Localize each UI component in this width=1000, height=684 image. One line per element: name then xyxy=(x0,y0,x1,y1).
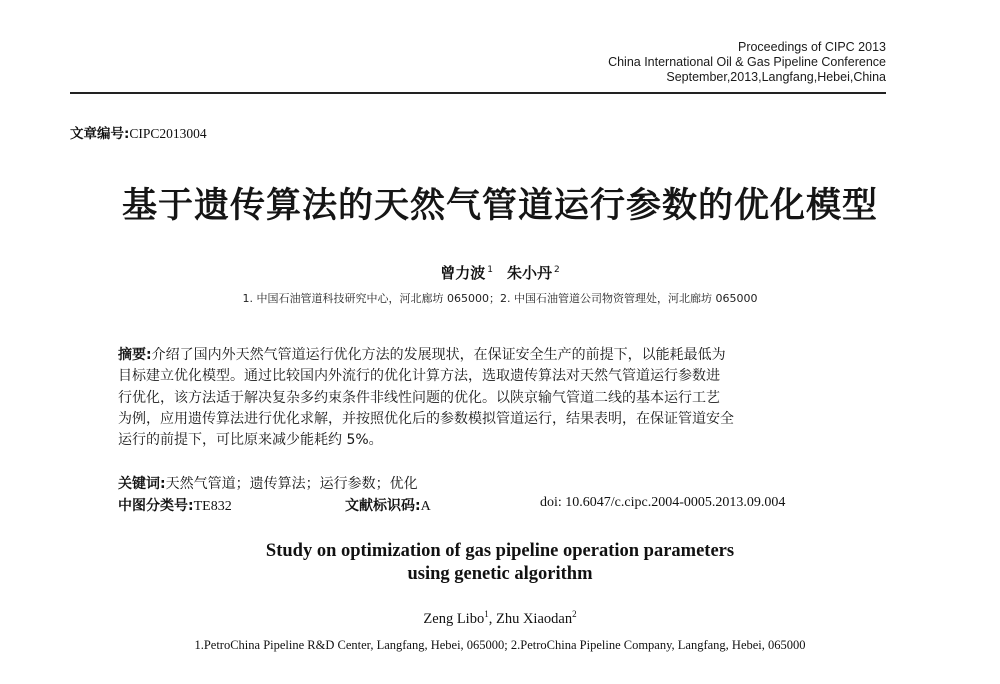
classification-value: TE832 xyxy=(193,499,232,514)
doi-label: doi: xyxy=(540,495,562,510)
classification-number xyxy=(118,495,232,515)
header-date-location: September,2013,Langfang,Hebei,China xyxy=(666,70,886,84)
header-rule xyxy=(70,92,886,94)
chinese-author-name: 曾力波 xyxy=(440,264,486,282)
author-separator: , xyxy=(488,610,496,627)
abstract-line: 运行的前提下，可比原来减少能耗约 5%。 xyxy=(118,432,383,449)
header-conference: China International Oil & Gas Pipeline Conference xyxy=(608,55,886,69)
chinese-authors xyxy=(0,262,1000,283)
english-author-name: Zhu Xiaodan xyxy=(495,610,573,627)
chinese-keywords xyxy=(118,473,418,493)
chinese-author-affil-mark: 2 xyxy=(554,265,560,275)
english-title-line: Study on optimization of gas pipeline operation parameters xyxy=(265,541,735,561)
doi-value: 10.6047/c.cipc.2004-0005.2013.09.004 xyxy=(565,495,786,510)
english-affiliations: 1.PetroChina Pipeline R&D Center, Langfang, Hebei, 065000; 2.PetroChina Pipeline Company, Langfang, Hebei, 065000 xyxy=(194,638,806,652)
document-code-label: 文献标识码: xyxy=(345,498,421,514)
english-author-name: Zeng Libo xyxy=(423,610,485,627)
article-number-value: CIPC2013004 xyxy=(129,126,207,141)
english-author-affil-mark: 1 xyxy=(484,609,489,619)
document-code-value: A xyxy=(420,499,431,514)
abstract-label: 摘要: xyxy=(118,347,152,363)
abstract-line: 行优化，该方法适于解决复杂多约束条件非线性问题的优化。以陕京输气管道二线的基本运行工艺 xyxy=(118,389,720,406)
abstract-line: 为例，应用遗传算法进行优化求解，并按照优化后的参数模拟管道运行，结果表明，在保证管道安全 xyxy=(118,410,734,427)
article-number-label: 文章编号: xyxy=(70,126,130,142)
english-authors xyxy=(0,609,1000,628)
chinese-abstract xyxy=(118,345,840,451)
chinese-author-name: 朱小丹 xyxy=(507,264,553,282)
header-proceedings: Proceedings of CIPC 2013 xyxy=(737,40,886,54)
english-title xyxy=(0,540,1000,586)
doi xyxy=(540,495,785,511)
classification-label: 中图分类号: xyxy=(118,498,194,514)
document-code xyxy=(345,495,431,515)
english-author-affil-mark: 2 xyxy=(572,609,577,619)
abstract-line xyxy=(118,345,840,366)
article-number xyxy=(70,122,207,142)
chinese-title: 基于遗传算法的天然气管道运行参数的优化模型 xyxy=(121,186,878,226)
running-header xyxy=(608,40,886,85)
keywords-value: 天然气管道；遗传算法；运行参数；优化 xyxy=(165,476,418,492)
abstract-text: 介绍了国内外天然气管道运行优化方法的发展现状，在保证安全生产的前提下，以能耗最低为 xyxy=(151,347,726,363)
abstract-line: 目标建立优化模型。通过比较国内外流行的优化计算方法，选取遗传算法对天然气管道运行参数进 xyxy=(118,368,720,385)
keywords-label: 关键词: xyxy=(118,476,166,492)
chinese-author-affil-mark: 1 xyxy=(487,265,493,275)
english-title-line: using genetic algorithm xyxy=(407,564,593,584)
chinese-affiliations: 1. 中国石油管道科技研究中心，河北廊坊 065000；2. 中国石油管道公司物资管理处，河北廊坊 065000 xyxy=(242,292,758,305)
